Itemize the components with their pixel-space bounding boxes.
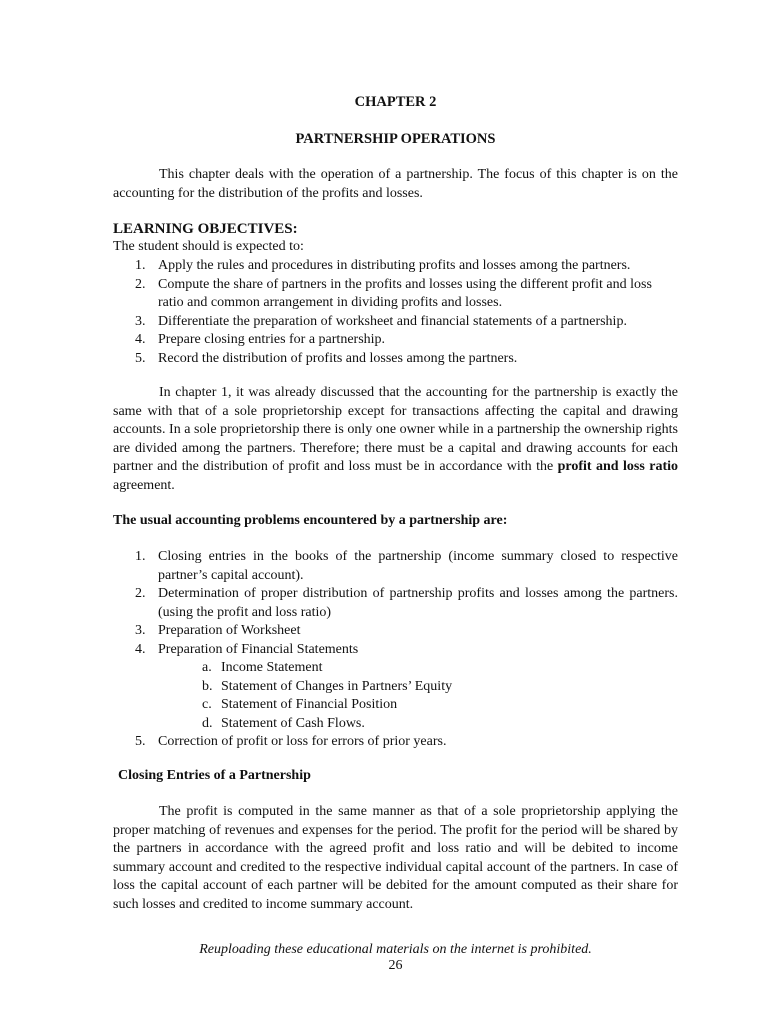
footer-notice: Reuploading these educational materials on the internet is prohibited. [199,942,592,957]
chapter1-paragraph [113,384,678,495]
list-item [113,733,678,752]
list-item-text: Determination of proper distribution of partnership profits and losses among the partners. (using the profit and loss ratio) [158,586,678,620]
sub-list-item-text: Income Statement [221,660,323,675]
sub-list-item-text: Statement of Cash Flows. [221,715,365,731]
list-item [113,585,678,622]
list-item-number: 5. [135,350,146,366]
list-item-number: 2. [135,586,146,601]
list-item-text: Compute the share of partners in the profits and losses using the different profit and loss ratio and common arrangement in dividing profits and losses. [158,276,652,310]
sub-list-item-text: Statement of Financial Position [221,697,398,712]
page-number: 26 [388,958,403,973]
list-item [113,276,678,313]
chapter-title: PARTNERSHIP OPERATIONS [295,131,496,147]
list-item [113,622,678,641]
list-item-number: 1. [135,258,146,273]
sub-list-item [113,678,678,697]
closing-entries-heading: Closing Entries of a Partnership [118,768,311,783]
list-item-text: Correction of profit or loss for errors of prior years. [158,734,447,749]
sub-list-item-text: Statement of Changes in Partners’ Equity [221,678,453,694]
list-item [113,350,678,369]
closing-entries-paragraph: The profit is computed in the same manner as that of a sole proprietorship applying the proper matching of revenues and expenses for the period. The profit for the period will be shared by the partners in accordance with the agreed profit and loss ratio and will be debited to income summary account and credited to the respective individual capital account of the partners. In case of loss the capital account of each partner will be debited for the amount computed as their share for such losses and credited to income summary account. [113,804,678,912]
financial-statements-sublist [113,659,678,733]
emphasis-text: profit and loss ratio [557,459,678,474]
problems-list [113,548,678,752]
list-item-text: Preparation of Financial Statements [158,641,359,657]
learning-objectives-heading: LEARNING OBJECTIVES: [113,221,298,237]
list-item-number: 2. [135,276,146,292]
paragraph-text: agreement. [113,477,175,493]
list-item-number: 3. [135,313,146,329]
list-item [113,548,678,585]
list-item-number: 1. [135,549,146,564]
list-item-number: 5. [135,734,146,749]
list-item-text: Preparation of Worksheet [158,623,301,638]
sub-list-item-letter: d. [202,715,213,731]
list-item [113,331,678,350]
list-item-number: 4. [135,332,146,347]
list-item [113,313,678,332]
list-item-text: Closing entries in the books of the partnership (income summary closed to respective partner’s capital account). [158,549,678,583]
list-item-text: Record the distribution of profits and losses among the partners. [158,350,518,366]
list-item-text: Prepare closing entries for a partnership. [158,332,386,347]
paragraph-text: In chapter 1, it was already discussed that the accounting for the partnership is exactly the same with that of a sole proprietorship except for transactions affecting the capital and drawing accounts. In a sole proprietorship there is only one owner while in a partnership the ownership rights are divided among the partners. Therefore; there must be a capital and drawing accounts for each partner and the distribution of profit and loss must be in accordance with the [113,385,678,474]
sub-list-item [113,715,678,734]
chapter-label: CHAPTER 2 [354,94,437,110]
sub-list-item [113,659,678,678]
list-item-text: Differentiate the preparation of worksheet and financial statements of a partnership. [158,313,627,329]
sub-list-container [113,659,678,733]
intro-paragraph: This chapter deals with the operation of a partnership. The focus of this chapter is on the accounting for the distribution of the profits and losses. [113,167,678,201]
sub-list-item [113,696,678,715]
list-item [113,641,678,660]
sub-list-item-letter: a. [202,660,212,675]
document-page [113,0,678,1024]
problems-heading: The usual accounting problems encountered by a partnership are: [113,513,508,528]
learning-objectives-list [113,257,678,368]
learning-objectives-subheading: The student should is expected to: [113,239,304,254]
list-item-number: 4. [135,641,146,657]
list-item-number: 3. [135,623,146,638]
list-item [113,257,678,276]
sub-list-item-letter: c. [202,697,212,712]
list-item-text: Apply the rules and procedures in distributing profits and losses among the partners. [158,258,631,273]
sub-list-item-letter: b. [202,678,213,694]
